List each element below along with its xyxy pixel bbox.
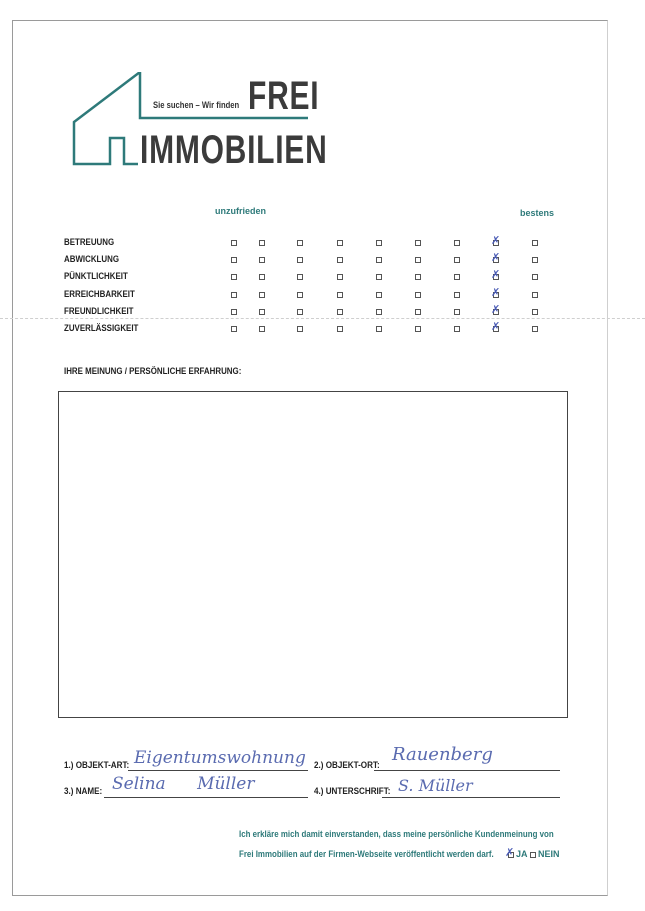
rating-checkbox[interactable] <box>259 309 265 315</box>
rating-checkbox[interactable] <box>337 257 343 263</box>
consent-no-checkbox[interactable] <box>530 852 536 858</box>
rating-checkbox[interactable] <box>297 326 303 332</box>
rating-checkbox[interactable] <box>337 292 343 298</box>
unterschrift-label: 4.) UNTERSCHRIFT: <box>314 786 391 796</box>
scale-high-label: bestens <box>520 208 555 218</box>
rating-checkbox[interactable] <box>532 292 538 298</box>
rating-checkbox[interactable] <box>259 274 265 280</box>
opinion-label: IHRE MEINUNG / PERSÖNLICHE ERFAHRUNG: <box>64 366 242 376</box>
rating-checkbox[interactable] <box>376 274 382 280</box>
criterion-label: FREUNDLICHKEIT <box>64 306 134 316</box>
rating-checkbox[interactable] <box>415 257 421 263</box>
criterion-label: ZUVERLÄSSIGKEIT <box>64 323 139 333</box>
opinion-textbox[interactable] <box>58 391 568 718</box>
rating-checkbox[interactable] <box>415 309 421 315</box>
rating-checkbox[interactable] <box>231 309 237 315</box>
consent-text-line2: Frei Immobilien auf der Firmen-Webseite veröffentlicht werden darf. <box>239 849 494 859</box>
consent-no-label: NEIN <box>538 849 560 859</box>
scale-low-label: unzufrieden <box>215 206 266 216</box>
rating-checkbox[interactable] <box>259 257 265 263</box>
rating-checkbox[interactable] <box>532 257 538 263</box>
rating-checkbox[interactable] <box>297 274 303 280</box>
rating-checkbox[interactable] <box>376 326 382 332</box>
rating-checkbox[interactable] <box>532 274 538 280</box>
rating-checkbox[interactable] <box>297 240 303 246</box>
signature-field[interactable]: S. Müller <box>398 776 473 795</box>
rating-checkbox[interactable] <box>297 292 303 298</box>
rating-checkbox[interactable] <box>231 274 237 280</box>
consent-yes-mark: ✗ <box>505 847 515 859</box>
rating-checkbox[interactable] <box>454 292 460 298</box>
logo-brand-frei: FREI <box>248 74 320 118</box>
logo-tagline: Sie suchen – Wir finden <box>153 100 240 110</box>
rating-checkbox[interactable] <box>415 326 421 332</box>
rating-checkbox[interactable] <box>454 257 460 263</box>
name-field[interactable]: Selina Müller <box>112 774 255 794</box>
objekt-ort-label: 2.) OBJEKT-ORT: <box>314 760 380 770</box>
criterion-label: BETREUUNG <box>64 237 115 247</box>
rating-checkbox[interactable] <box>259 326 265 332</box>
rating-checkbox[interactable] <box>337 274 343 280</box>
rating-mark: ✗ <box>491 235 501 247</box>
criterion-label: ABWICKLUNG <box>64 254 119 264</box>
fold-line <box>0 318 645 319</box>
rating-checkbox[interactable] <box>454 240 460 246</box>
rating-checkbox[interactable] <box>376 309 382 315</box>
objekt-ort-field[interactable]: Rauenberg <box>392 744 493 765</box>
rating-checkbox[interactable] <box>415 274 421 280</box>
rating-checkbox[interactable] <box>532 309 538 315</box>
rating-checkbox[interactable] <box>259 240 265 246</box>
rating-mark: ✗ <box>491 321 501 333</box>
rating-mark: ✗ <box>491 304 501 316</box>
rating-checkbox[interactable] <box>231 257 237 263</box>
rating-checkbox[interactable] <box>337 326 343 332</box>
rating-checkbox[interactable] <box>454 309 460 315</box>
rating-checkbox[interactable] <box>376 257 382 263</box>
consent-yes-label: JA <box>516 849 528 859</box>
rating-mark: ✗ <box>491 252 501 264</box>
name-line <box>104 797 308 798</box>
name-label: 3.) NAME: <box>64 786 103 796</box>
rating-checkbox[interactable] <box>376 292 382 298</box>
rating-checkbox[interactable] <box>297 309 303 315</box>
rating-checkbox[interactable] <box>231 240 237 246</box>
rating-checkbox[interactable] <box>337 309 343 315</box>
rating-checkbox[interactable] <box>337 240 343 246</box>
rating-checkbox[interactable] <box>231 292 237 298</box>
rating-checkbox[interactable] <box>231 326 237 332</box>
objekt-ort-line <box>374 770 560 771</box>
rating-checkbox[interactable] <box>259 292 265 298</box>
rating-mark: ✗ <box>491 269 501 281</box>
unterschrift-line <box>382 797 560 798</box>
consent-text-line1: Ich erkläre mich damit einverstanden, dass meine persönliche Kundenmeinung von <box>239 829 554 839</box>
objekt-art-field[interactable]: Eigentumswohnung <box>134 748 306 768</box>
objekt-art-label: 1.) OBJEKT-ART: <box>64 760 130 770</box>
rating-mark: ✗ <box>491 287 501 299</box>
rating-checkbox[interactable] <box>376 240 382 246</box>
criterion-label: ERREICHBARKEIT <box>64 289 135 299</box>
rating-checkbox[interactable] <box>532 240 538 246</box>
rating-checkbox[interactable] <box>415 240 421 246</box>
rating-checkbox[interactable] <box>532 326 538 332</box>
rating-checkbox[interactable] <box>454 326 460 332</box>
criterion-label: PÜNKTLICHKEIT <box>64 271 128 281</box>
rating-checkbox[interactable] <box>297 257 303 263</box>
rating-checkbox[interactable] <box>454 274 460 280</box>
rating-checkbox[interactable] <box>415 292 421 298</box>
objekt-art-line <box>128 770 308 771</box>
logo-brand-immobilien: IMMOBILIEN <box>140 128 328 172</box>
